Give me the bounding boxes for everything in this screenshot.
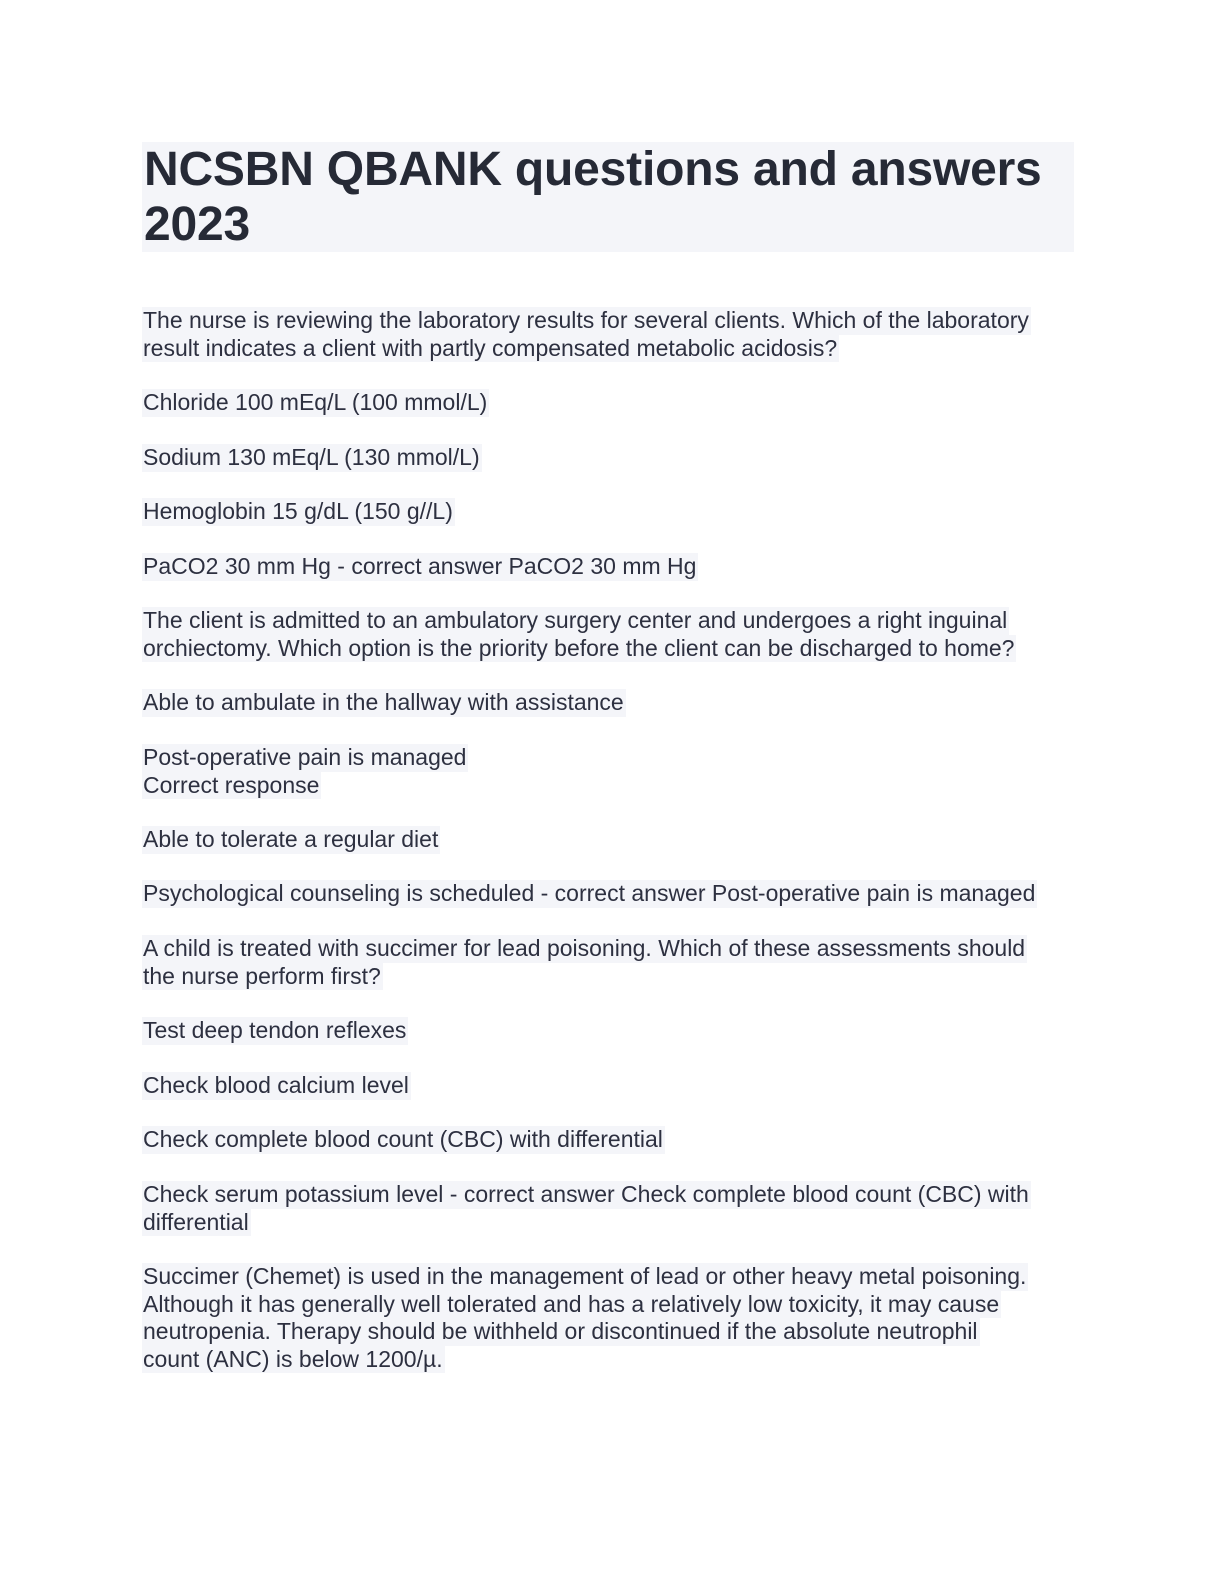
question-1-option-1 xyxy=(142,389,489,417)
question-1-stem-line-2: result indicates a client with partly compensated metabolic acidosis? xyxy=(143,334,838,361)
question-3-rationale xyxy=(142,1263,1028,1373)
question-1-stem-line-1: The nurse is reviewing the laboratory results for several clients. Which of the laboratory xyxy=(143,307,1029,333)
question-3-option-4-answer xyxy=(142,1181,1031,1236)
question-3-option-4-line-1: Check serum potassium level - correct answer Check complete blood count (CBC) with xyxy=(143,1181,1029,1207)
question-2-stem xyxy=(142,607,1016,662)
title-line-1: NCSBN QBANK questions and answers xyxy=(144,143,1042,196)
correct-response-note: Correct response xyxy=(143,771,320,798)
question-1-option-3-text: Hemoglobin 15 g/dL (150 g//L) xyxy=(143,498,453,524)
question-3-option-3-text: Check complete blood count (CBC) with differential xyxy=(143,1126,663,1152)
rationale-line-3: neutropenia. Therapy should be withheld or discontinued if the absolute neutrophil xyxy=(143,1318,978,1344)
question-2-stem-line-1: The client is admitted to an ambulatory surgery center and undergoes a right inguinal xyxy=(143,607,1008,633)
question-3-option-2 xyxy=(142,1072,411,1100)
question-1-option-3 xyxy=(142,498,455,526)
question-3-option-1-text: Test deep tendon reflexes xyxy=(143,1017,407,1043)
question-2-option-4-text: Psychological counseling is scheduled - correct answer Post-operative pain is managed xyxy=(143,880,1036,906)
title-line-2: 2023 xyxy=(144,198,250,251)
title-block xyxy=(142,142,1074,252)
question-3-option-1 xyxy=(142,1017,408,1045)
question-3-option-4-line-2: differential xyxy=(143,1208,249,1235)
question-2-option-2-text: Post-operative pain is managed xyxy=(143,744,467,770)
rationale-line-4: count (ANC) is below 1200/µ. xyxy=(143,1345,443,1372)
question-2-option-3-text: Able to tolerate a regular diet xyxy=(143,826,439,852)
question-2-option-3 xyxy=(142,826,440,854)
question-3-option-3 xyxy=(142,1126,665,1154)
question-3-stem xyxy=(142,935,1027,990)
question-1-option-4-answer xyxy=(142,553,698,581)
question-3-stem-line-2: the nurse perform first? xyxy=(143,962,381,989)
question-1-option-4-text: PaCO2 30 mm Hg - correct answer PaCO2 30 mm Hg xyxy=(143,553,697,579)
question-2-option-1-text: Able to ambulate in the hallway with assistance xyxy=(143,689,624,715)
question-1-option-2 xyxy=(142,444,482,472)
question-1-option-2-text: Sodium 130 mEq/L (130 mmol/L) xyxy=(143,444,480,470)
question-3-stem-line-1: A child is treated with succimer for lead poisoning. Which of these assessments should xyxy=(143,935,1026,961)
rationale-line-1: Succimer (Chemet) is used in the management of lead or other heavy metal poisoning. xyxy=(143,1263,1027,1289)
question-1-stem xyxy=(142,307,1031,362)
document-title xyxy=(144,142,1069,252)
question-3-option-2-text: Check blood calcium level xyxy=(143,1072,409,1098)
question-2-stem-line-2: orchiectomy. Which option is the priority before the client can be discharged to home? xyxy=(143,634,1015,661)
question-2-option-1 xyxy=(142,689,626,717)
question-2-option-4-answer xyxy=(142,880,1037,908)
question-2-option-2 xyxy=(142,744,468,799)
rationale-line-2: Although it has generally well tolerated and has a relatively low toxicity, it may cause xyxy=(143,1290,1000,1317)
question-1-option-1-text: Chloride 100 mEq/L (100 mmol/L) xyxy=(143,389,488,415)
